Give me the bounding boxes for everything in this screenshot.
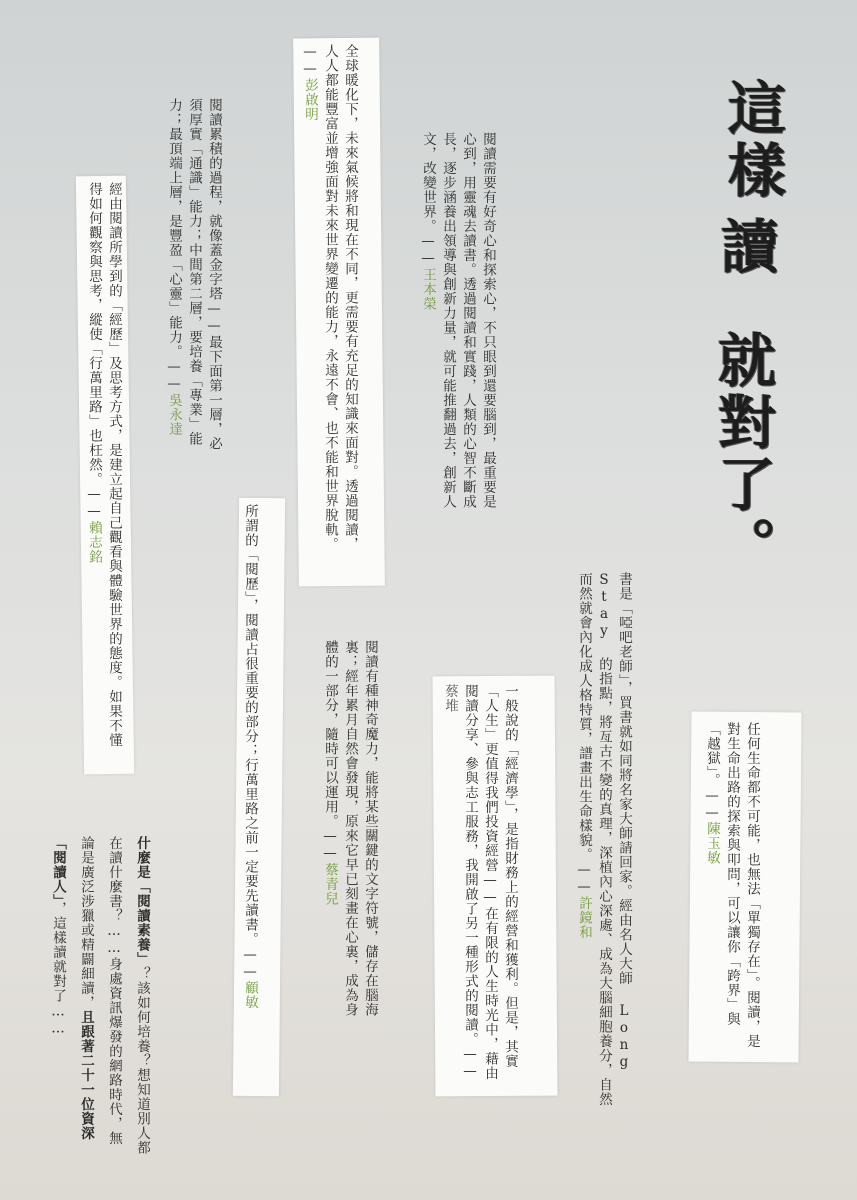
quote-text: 閱讀需要有好奇心和探索心，不只眼到還要腦到，最重要是心到，用靈魂去讀書。透過閱讀和實踐，人類的心智不斷成長，逐步涵養出領導與創新力量，就可能推翻過去，創新人文，改變世界。—— [420,132,496,509]
page-title-3 [708,330,776,578]
quote-author: 顧敏 [242,980,258,1010]
page-title-2 [711,216,779,278]
quote-ku [240,504,260,1074]
quote-text: 任何生命都不可能，也無法「單獨存在」。閱讀，是對生命出路的探索與叩問，可以讓你「跨界」與「越獄」。—— [704,722,760,1049]
intro-text-2: ，這樣讀就對了…… [50,901,66,1038]
quote-chen [702,722,762,1052]
quote-tsai-qing [320,640,380,1020]
quote-author: 蔡青兒 [322,862,338,906]
quote-peng [300,44,360,564]
quote-wang [418,132,498,512]
quote-text: 書是「啞吧老師」，買書就如同將名家大師請回家。經由名人大師 Long Stay 的指點，將亙古不變的真理，深植內心深處、成為大腦細胞養分，自然而然就會內化成人格特質，譜畫出生命樣貌。—— [576,572,632,1107]
title-line-1: 這樣 [718,78,786,202]
quote-tsai-dui [440,684,520,1084]
quote-lai [84,182,124,752]
quote-author: 陳玉敏 [704,821,720,866]
quote-text: 一般說的「經濟學」，是指財務上的經營和獲利。但是，其實「人生」更值得我們投資經營——在有限的人生時光中，藉由閱讀分享、參與志工服務，我開啟了另一種形式的閱讀。—— [462,684,518,1081]
quote-author: 彭啟明 [302,78,318,122]
intro-text-1: ？該如何培養？想知道別人都在讀什麼書？……身處資訊爆發的網路時代，無論是廣泛涉獵或精闢細讀， [78,836,150,1155]
quote-author: 吳永達 [166,393,182,437]
quote-author: 蔡堆 [442,684,458,713]
title-line-3: 就對了。 [708,330,776,578]
quote-hsu [574,572,634,1112]
title-line-2: 讀 [711,216,779,278]
quote-author: 許鏡和 [576,896,592,940]
quote-text: 閱讀累積的過程，就像蓋金字塔——最下面第一層，必須厚實「通識」能力；中間第二層，要培養「專業」能力；最頂端上層，是豐盈「心靈」能力。—— [166,98,222,451]
intro-text [44,836,156,1156]
quote-wu [164,98,224,458]
quote-text: 所謂的「閱歷」，閱讀占很重要的部分；行萬里路之前一定要先讀書。—— [242,504,258,981]
quote-text: 閱讀有種神奇魔力，能將某些關鍵的文字符號，儲存在腦海裏；經年累月自然會發現，原來它早已刻畫在心裏，成為身體的一部分，隨時可以運用。—— [322,640,378,1017]
page-title [718,78,786,202]
quote-author: 賴志銘 [86,520,102,564]
quote-author: 王本榮 [420,267,436,311]
intro-bold-1: 什麼是「閱讀素養」 [134,836,150,967]
quote-text: 全球暖化下，未來氣候將和現在不同，更需要有充足的知識來面對。透過閱讀，人人都能豐富並增強面對未來世界變遷的能力，永遠不會、也不能和世界脫軌。—— [302,44,358,552]
quote-text: 經由閱讀所學到的「經歷」及思考方式，是建立起自己觀看與體驗世界的態度。如果不懂得如何觀察與思考，縱使「行萬里路」也枉然。—— [86,182,122,748]
intro-bold-2: 且跟著二十一位資深「閱讀人」 [50,836,94,1141]
